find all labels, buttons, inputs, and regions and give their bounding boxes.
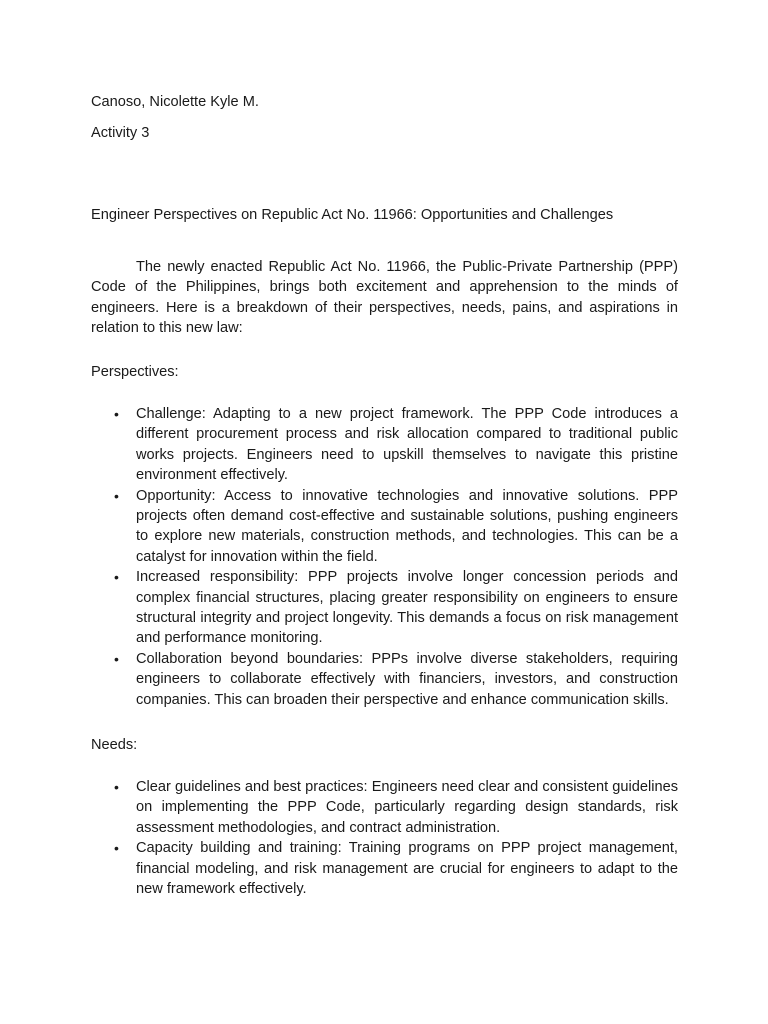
list-item-text: Clear guidelines and best practices: Engineers need clear and consistent guidelines on implementing the PPP Code, particularly regarding design standards, risk assessment methodologies, and contract administration. — [136, 779, 678, 836]
perspectives-heading: Perspectives: — [91, 364, 179, 380]
needs-heading: Needs: — [91, 737, 138, 753]
bullet-icon: • — [114, 650, 119, 667]
list-item — [114, 567, 678, 649]
bullet-icon: • — [114, 569, 119, 586]
bullet-icon: • — [114, 487, 119, 504]
list-item-text: Opportunity: Access to innovative technologies and innovative solutions. PPP projects often demand cost-effective and sustainable solutions, pushing engineers to explore new materials, construction methods, and technologies. This can be a catalyst for innovation within the field. — [136, 487, 678, 565]
needs-list — [114, 777, 678, 899]
list-item-text: Increased responsibility: PPP projects involve longer concession periods and complex financial structures, placing greater responsibility on engineers to ensure structural integrity and project longevity. This demands a focus on risk management and performance monitoring. — [136, 569, 678, 647]
list-item — [114, 486, 678, 568]
intro-paragraph: The newly enacted Republic Act No. 11966, the Public-Private Partnership (PPP) Code of the Philippines, brings both excitement and apprehension to the minds of engineers. Here is a breakdown of their perspectives, needs, pains, and aspirations in relation to this new law: — [91, 259, 678, 337]
author-name: Canoso, Nicolette Kyle M. — [91, 94, 259, 110]
list-item — [114, 404, 678, 486]
list-item — [114, 838, 678, 899]
list-item-text: Collaboration beyond boundaries: PPPs involve diverse stakeholders, requiring engineers to collaborate effectively with financiers, investors, and construction companies. This can broaden their perspective and enhance communication skills. — [136, 650, 678, 708]
bullet-icon: • — [114, 406, 119, 422]
perspectives-list — [114, 404, 678, 710]
document-title: Engineer Perspectives on Republic Act No. 11966: Opportunities and Challenges — [91, 207, 614, 223]
list-item-text: Capacity building and training: Training programs on PPP project management, financial modeling, and risk management are crucial for engineers to adapt to the new framework effectively. — [136, 840, 678, 898]
list-item-text: Challenge: Adapting to a new project framework. The PPP Code introduces a different procurement process and risk allocation compared to traditional public works projects. Engineers need to upskill themselves to navigate this pristine environment effectively. — [136, 406, 678, 484]
list-item — [114, 777, 678, 838]
list-item — [114, 649, 678, 710]
bullet-icon: • — [114, 779, 119, 795]
activity-label: Activity 3 — [91, 125, 150, 141]
bullet-icon: • — [114, 840, 119, 857]
